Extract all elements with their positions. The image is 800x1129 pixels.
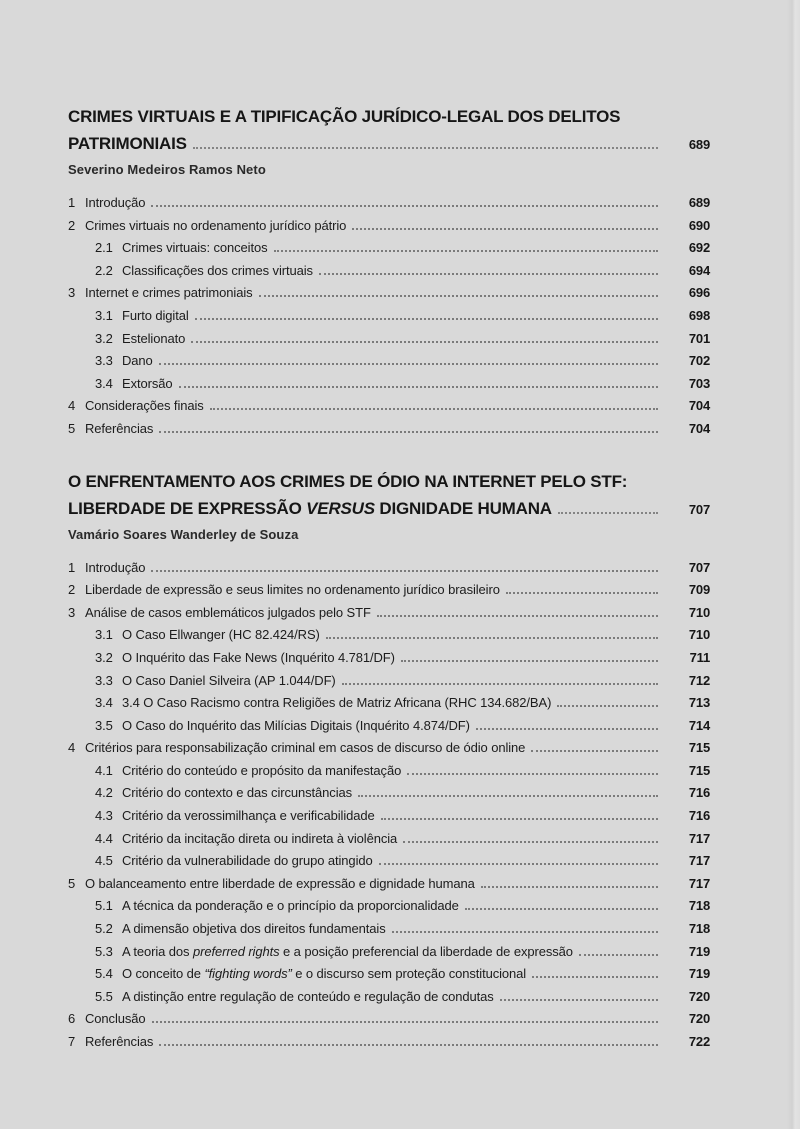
toc-entry	[68, 215, 710, 238]
toc-entry	[68, 963, 710, 986]
entry-label	[122, 670, 336, 693]
entry-number: 3.3	[95, 672, 113, 688]
entry-number: 1	[68, 559, 76, 575]
entry-number: 2.2	[95, 262, 113, 278]
text: Extorsão	[122, 375, 173, 391]
entry-label	[85, 192, 145, 215]
section-title	[68, 103, 710, 158]
dot-leader	[532, 976, 658, 978]
toc-entries	[68, 192, 710, 441]
text: Furto digital	[122, 307, 189, 323]
entry-page-number: 704	[688, 398, 710, 414]
entry-number: 4.1	[95, 762, 113, 778]
entry-number: 7	[68, 1034, 76, 1049]
entry-number: 2	[68, 582, 76, 598]
entry-number: 6	[68, 1011, 76, 1027]
dot-leader	[558, 512, 658, 514]
entry-number: 3.4	[95, 695, 113, 711]
toc-entry	[68, 579, 710, 602]
text: A técnica da ponderação e o princípio da proporcionalidade	[122, 898, 459, 914]
entry-label	[85, 557, 145, 580]
entry-number: 5.1	[95, 898, 113, 914]
dot-leader	[506, 592, 658, 594]
section-author: Vamário Soares Wanderley de Souza	[68, 526, 299, 542]
entry-number: 4.2	[95, 785, 113, 801]
toc-entries	[68, 557, 710, 1054]
toc-entry	[68, 670, 710, 693]
toc-entry	[68, 373, 710, 396]
entry-label	[122, 760, 401, 783]
entry-number: 5.3	[95, 943, 113, 959]
italic-text: preferred rights	[192, 943, 280, 959]
section-title	[68, 468, 710, 523]
entry-label	[122, 918, 386, 941]
toc-entry	[68, 873, 710, 896]
toc-entry	[68, 805, 710, 828]
dot-leader	[381, 818, 658, 820]
text: Critério do contexto e das circunstâncias	[122, 785, 353, 801]
section-title-line	[68, 495, 710, 523]
entry-page-number: 716	[688, 785, 710, 801]
section-author: Severino Medeiros Ramos Neto	[68, 162, 266, 177]
entry-page-number: 720	[688, 988, 710, 1004]
entry-label	[122, 350, 153, 373]
section-title-line	[68, 130, 710, 158]
dot-leader	[465, 908, 658, 910]
toc-entry	[68, 282, 710, 305]
entry-page-number: 710	[688, 627, 710, 643]
dot-leader	[326, 637, 658, 639]
dot-leader	[274, 250, 659, 252]
text: O balanceamento entre liberdade de expressão e dignidade humana	[85, 875, 475, 891]
dot-leader	[210, 408, 658, 410]
entry-page-number: 717	[688, 875, 710, 891]
entry-label	[85, 418, 153, 441]
toc-entry	[68, 328, 710, 351]
dot-leader	[579, 954, 658, 956]
text: Critério do conteúdo e propósito da manifestação	[122, 762, 402, 778]
section-title-text	[68, 495, 552, 522]
toc-entry	[68, 237, 710, 260]
text: LIBERDADE DE EXPRESSÃO	[68, 498, 307, 518]
text: O Caso do Inquérito das Milícias Digitais (Inquérito 4.874/DF)	[122, 717, 470, 733]
text: Estelionato	[122, 330, 186, 346]
text: Critérios para responsabilização criminal em casos de discurso de ódio online	[85, 740, 526, 756]
text: e o discurso sem proteção constitucional	[291, 966, 527, 982]
entry-label	[122, 260, 313, 283]
entry-page-number: 710	[688, 604, 710, 620]
entry-page-number: 704	[688, 420, 710, 436]
dot-leader	[319, 273, 658, 275]
entry-number: 3.2	[95, 330, 113, 346]
entry-number: 5.5	[95, 988, 113, 1004]
dot-leader	[481, 886, 658, 888]
entry-number: 3.2	[95, 649, 113, 665]
entry-page-number: 694	[688, 262, 710, 278]
dot-leader	[392, 931, 658, 933]
entry-number: 5.2	[95, 921, 113, 937]
entry-page-number: 718	[688, 898, 710, 914]
text: Classificações dos crimes virtuais	[122, 262, 313, 278]
entry-page-number: 709	[688, 582, 710, 598]
entry-page-number: 702	[688, 353, 710, 369]
toc-entry	[68, 850, 710, 873]
toc-entry	[68, 305, 710, 328]
dot-leader	[403, 841, 658, 843]
toc-entry	[68, 350, 710, 373]
entry-label	[85, 215, 346, 238]
text: Referências	[85, 1034, 154, 1049]
text: DIGNIDADE HUMANA	[374, 498, 552, 518]
dot-leader	[259, 295, 658, 297]
entry-page-number: 715	[688, 740, 710, 756]
entry-number: 4	[68, 398, 76, 414]
text: Introdução	[85, 559, 146, 575]
toc-entry	[68, 895, 710, 918]
entry-number: 3.1	[95, 627, 113, 643]
dot-leader	[151, 205, 658, 207]
entry-page-number: 717	[688, 853, 710, 869]
entry-label	[122, 986, 494, 1009]
toc-entry	[68, 647, 710, 670]
text: 3.4 O Caso Racismo contra Religiões de Matriz Africana (RHC 134.682/BA)	[122, 695, 552, 711]
text: PATRIMONIAIS	[68, 134, 187, 153]
entry-number: 3.1	[95, 307, 113, 323]
text: Critério da verossimilhança e verificabilidade	[122, 808, 375, 824]
entry-label	[122, 328, 185, 351]
text: Referências	[85, 420, 154, 436]
entry-label	[122, 941, 573, 964]
text: Dano	[122, 353, 153, 369]
toc-entry	[68, 1031, 710, 1054]
italic-text: VERSUS	[306, 498, 375, 518]
entry-label	[85, 579, 500, 602]
entry-number: 5	[68, 420, 76, 436]
entry-label	[122, 373, 173, 396]
text: O ENFRENTAMENTO AOS CRIMES DE ÓDIO NA INTERNET PELO STF:	[68, 471, 628, 491]
entry-label	[122, 963, 526, 986]
toc-entry	[68, 192, 710, 215]
entry-number: 4	[68, 740, 76, 756]
entry-label	[85, 602, 371, 625]
toc-entry	[68, 737, 710, 760]
entry-page-number: 718	[688, 921, 710, 937]
entry-page-number: 716	[688, 808, 710, 824]
entry-label	[122, 828, 397, 851]
entry-label	[122, 237, 268, 260]
dot-leader	[152, 1021, 658, 1023]
toc-page-content	[68, 0, 710, 1054]
dot-leader	[191, 341, 658, 343]
entry-page-number: 712	[688, 672, 710, 688]
toc-entry	[68, 395, 710, 418]
entry-label	[122, 895, 459, 918]
entry-number: 4.5	[95, 853, 113, 869]
text: CRIMES VIRTUAIS E A TIPIFICAÇÃO JURÍDICO-LEGAL DOS DELITOS	[68, 107, 621, 126]
entry-page-number: 719	[688, 943, 710, 959]
text: Análise de casos emblemáticos julgados pelo STF	[85, 604, 371, 620]
toc-section	[68, 103, 710, 441]
entry-page-number: 689	[688, 195, 710, 210]
entry-number: 5	[68, 875, 76, 891]
entry-page-number: 707	[688, 559, 710, 575]
dot-leader	[342, 683, 658, 685]
toc-entry	[68, 418, 710, 441]
section-title-line	[68, 468, 710, 495]
page-right-edge	[787, 0, 800, 1129]
text: e a posição preferencial da liberdade de expressão	[279, 943, 573, 959]
toc-entry	[68, 557, 710, 580]
entry-page-number: 692	[688, 240, 710, 256]
entry-page-number: 690	[688, 217, 710, 233]
entry-number: 3.4	[95, 375, 113, 391]
text: A distinção entre regulação de conteúdo e regulação de condutas	[122, 988, 494, 1004]
entry-label	[122, 305, 189, 328]
toc-entry	[68, 941, 710, 964]
entry-page-number: 717	[688, 830, 710, 846]
toc-entry	[68, 602, 710, 625]
text: Introdução	[85, 195, 146, 210]
entry-label	[85, 282, 253, 305]
entry-label	[122, 805, 375, 828]
dot-leader	[407, 773, 658, 775]
dot-leader	[531, 750, 658, 752]
dot-leader	[377, 615, 658, 617]
entry-page-number: 714	[688, 717, 710, 733]
dot-leader	[159, 363, 658, 365]
toc-entry	[68, 986, 710, 1009]
entry-label	[122, 850, 373, 873]
dot-leader	[151, 570, 658, 572]
entry-number: 1	[68, 195, 76, 210]
dot-leader	[557, 705, 658, 707]
dot-leader	[401, 660, 658, 662]
dot-leader	[476, 728, 658, 730]
text: O Inquérito das Fake News (Inquérito 4.781/DF)	[122, 649, 395, 665]
dot-leader	[193, 147, 658, 149]
text: Conclusão	[85, 1011, 146, 1027]
toc-section	[68, 468, 710, 1054]
text: Considerações finais	[85, 398, 204, 414]
entry-label	[85, 1031, 153, 1054]
dot-leader	[500, 999, 658, 1001]
entry-page-number: 696	[688, 285, 710, 301]
dot-leader	[379, 863, 658, 865]
entry-number: 3	[68, 604, 76, 620]
toc-entry	[68, 715, 710, 738]
entry-number: 3.5	[95, 717, 113, 733]
entry-page-number: 722	[688, 1034, 710, 1049]
toc-entry	[68, 692, 710, 715]
entry-number: 2.1	[95, 240, 113, 256]
toc-entry	[68, 782, 710, 805]
dot-leader	[352, 228, 658, 230]
dot-leader	[159, 1044, 658, 1046]
entry-page-number: 719	[688, 966, 710, 982]
entry-number: 2	[68, 217, 76, 233]
entry-number: 3.3	[95, 353, 113, 369]
text: Internet e crimes patrimoniais	[85, 285, 253, 301]
text: Crimes virtuais no ordenamento jurídico pátrio	[85, 217, 347, 233]
toc-entry	[68, 1008, 710, 1031]
text: O Caso Daniel Silveira (AP 1.044/DF)	[122, 672, 336, 688]
dot-leader	[179, 386, 658, 388]
section-title-line	[68, 103, 710, 130]
italic-text: “fighting words”	[204, 966, 292, 982]
text: Liberdade de expressão e seus limites no ordenamento jurídico brasileiro	[85, 582, 500, 598]
entry-number: 4.3	[95, 808, 113, 824]
entry-label	[122, 647, 395, 670]
entry-page-number: 715	[688, 762, 710, 778]
entry-page-number: 698	[688, 307, 710, 323]
toc-entry	[68, 624, 710, 647]
entry-page-number: 701	[688, 330, 710, 346]
entry-label	[122, 692, 551, 715]
entry-number: 4.4	[95, 830, 113, 846]
entry-page-number: 720	[688, 1011, 710, 1027]
entry-label	[85, 873, 475, 896]
entry-label	[122, 782, 352, 805]
entry-page-number: 703	[688, 375, 710, 391]
dot-leader	[195, 318, 658, 320]
entry-page-number: 711	[689, 649, 710, 665]
entry-number: 5.4	[95, 966, 113, 982]
text: Crimes virtuais: conceitos	[122, 240, 268, 256]
dot-leader	[159, 431, 658, 433]
toc-entry	[68, 828, 710, 851]
text: A dimensão objetiva dos direitos fundamentais	[122, 921, 386, 937]
section-page-number: 689	[688, 137, 710, 152]
entry-label	[85, 737, 525, 760]
toc-entry	[68, 918, 710, 941]
entry-label	[85, 395, 204, 418]
toc-entry	[68, 260, 710, 283]
entry-page-number: 713	[688, 695, 710, 711]
entry-label	[85, 1008, 146, 1031]
section-title-text	[68, 130, 187, 157]
text: Critério da vulnerabilidade do grupo atingido	[122, 853, 373, 869]
text: O conceito de	[122, 966, 205, 982]
entry-label	[122, 715, 470, 738]
dot-leader	[358, 795, 658, 797]
text: O Caso Ellwanger (HC 82.424/RS)	[122, 627, 320, 643]
entry-number: 3	[68, 285, 76, 301]
text: Critério da incitação direta ou indireta à violência	[122, 830, 398, 846]
toc-entry	[68, 760, 710, 783]
section-page-number: 707	[688, 501, 710, 517]
entry-label	[122, 624, 320, 647]
text: A teoria dos	[122, 943, 193, 959]
